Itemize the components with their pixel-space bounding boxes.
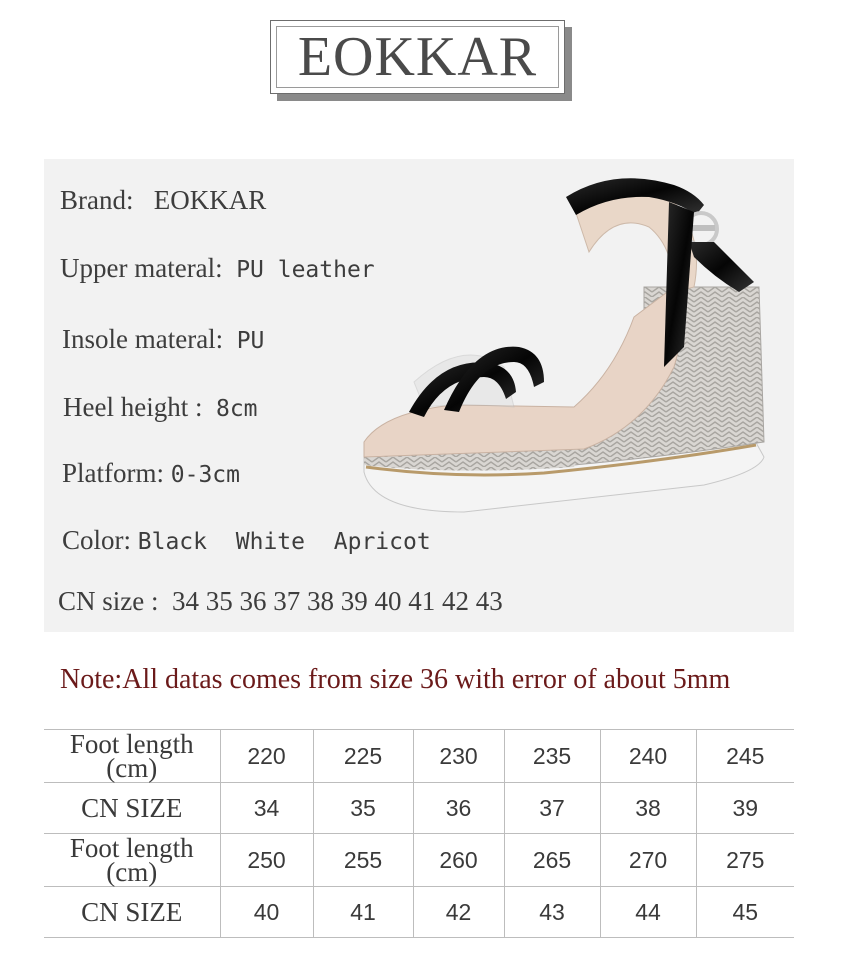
size-chart-table xyxy=(44,729,794,938)
table-row xyxy=(44,887,794,938)
upper-material-value: PU leather xyxy=(236,257,375,283)
heel-height-value: 8cm xyxy=(215,396,258,422)
brand-spec xyxy=(60,185,266,216)
foot-length-header: Foot length (cm) xyxy=(44,834,220,887)
foot-length-header: Foot length (cm) xyxy=(44,730,220,783)
brand-logo xyxy=(270,20,565,94)
table-cell: 255 xyxy=(313,834,413,887)
table-cell: 250 xyxy=(220,834,313,887)
table-cell: 260 xyxy=(413,834,504,887)
table-cell: 275 xyxy=(696,834,794,887)
table-cell: 45 xyxy=(696,887,794,938)
upper-material-label: Upper materal: xyxy=(60,253,223,283)
table-cell: 41 xyxy=(313,887,413,938)
cn-size-header: CN SIZE xyxy=(44,783,220,834)
platform-spec xyxy=(62,458,240,489)
table-cell: 36 xyxy=(413,783,504,834)
insole-material-value: PU xyxy=(236,328,265,354)
sandal-product-image xyxy=(344,167,774,527)
table-cell: 235 xyxy=(504,730,600,783)
color-option-black: Black xyxy=(137,529,208,555)
table-cell: 265 xyxy=(504,834,600,887)
cn-size-header: CN SIZE xyxy=(44,887,220,938)
color-spec xyxy=(62,525,453,556)
upper-material-spec xyxy=(60,253,375,284)
platform-value: 0-3cm xyxy=(170,462,240,488)
table-cell: 270 xyxy=(600,834,696,887)
table-row xyxy=(44,834,794,887)
logo-frame xyxy=(276,26,559,88)
table-cell: 240 xyxy=(600,730,696,783)
color-option-white: White xyxy=(235,529,306,555)
table-cell: 39 xyxy=(696,783,794,834)
brand-value: EOKKAR xyxy=(153,185,267,215)
color-option-apricot: Apricot xyxy=(333,529,431,555)
cn-size-spec xyxy=(58,586,503,617)
table-row xyxy=(44,783,794,834)
table-cell: 220 xyxy=(220,730,313,783)
brand-label: Brand: xyxy=(60,185,134,215)
table-cell: 34 xyxy=(220,783,313,834)
table-cell: 43 xyxy=(504,887,600,938)
platform-label: Platform: xyxy=(62,458,164,488)
table-cell: 44 xyxy=(600,887,696,938)
heel-height-spec xyxy=(63,392,258,423)
table-cell: 230 xyxy=(413,730,504,783)
table-cell: 225 xyxy=(313,730,413,783)
cn-size-label: CN size : xyxy=(58,586,159,616)
size-note: Note:All datas comes from size 36 with error of about 5mm xyxy=(60,664,731,695)
spec-panel xyxy=(44,159,794,632)
color-label: Color: xyxy=(62,525,132,555)
table-cell: 42 xyxy=(413,887,504,938)
insole-material-label: Insole materal: xyxy=(62,324,224,354)
table-cell: 40 xyxy=(220,887,313,938)
table-cell: 35 xyxy=(313,783,413,834)
insole-material-spec xyxy=(62,324,264,355)
table-cell: 37 xyxy=(504,783,600,834)
table-row xyxy=(44,730,794,783)
heel-height-label: Heel height : xyxy=(63,392,203,422)
table-cell: 38 xyxy=(600,783,696,834)
logo-text: EOKKAR xyxy=(297,26,538,88)
cn-size-value: 34 35 36 37 38 39 40 41 42 43 xyxy=(172,586,503,616)
table-cell: 245 xyxy=(696,730,794,783)
